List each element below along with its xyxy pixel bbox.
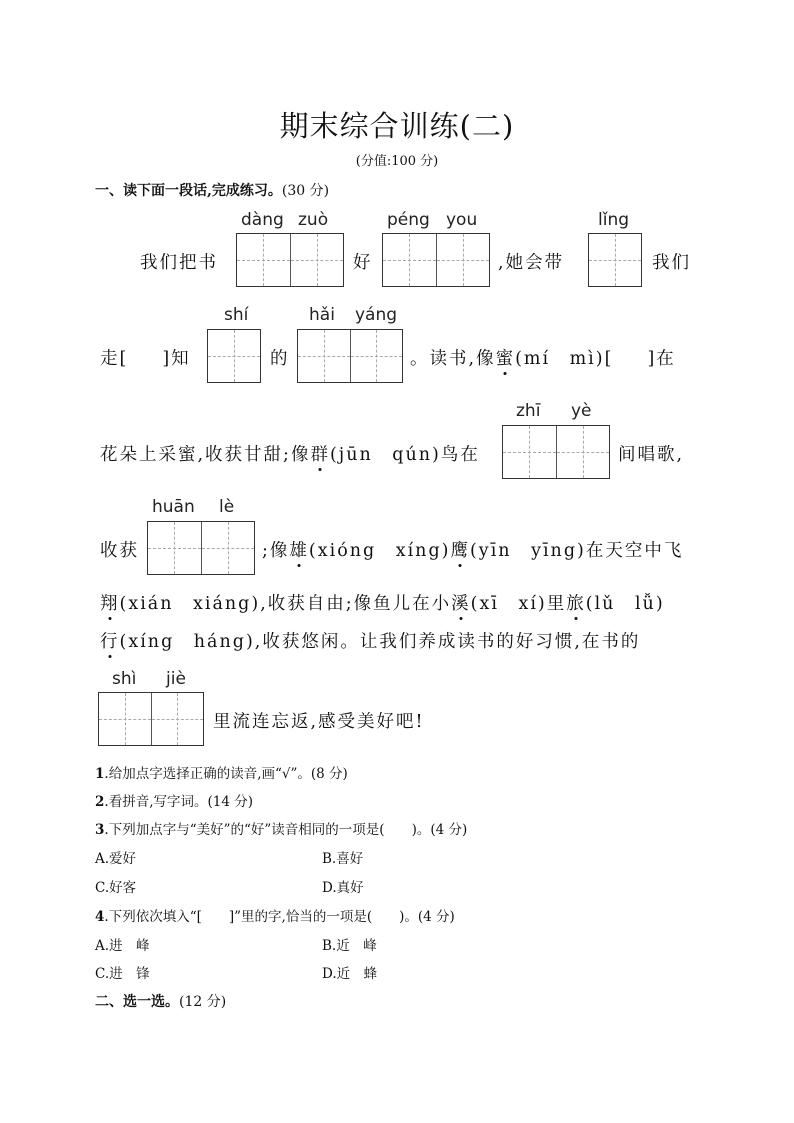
passage-text: 收获 <box>100 541 139 561</box>
q3-option-a[interactable]: A.爱好 <box>95 851 137 867</box>
writing-grid-haiyang[interactable] <box>297 329 403 383</box>
writing-grid-shijie[interactable] <box>98 692 204 746</box>
q3-option-c[interactable]: C.好客 <box>95 880 137 896</box>
pinyin-shi: shí <box>224 305 249 325</box>
passage-text: 花朵上采蜜,收获甘甜;像群(jūn qún)鸟在 <box>100 441 480 466</box>
section-2-label: 二、选一选。 <box>95 994 179 1010</box>
passage-text: 。读书,像蜜(mí mì)[ ]在 <box>410 345 676 370</box>
writing-grid-huanle[interactable] <box>147 521 255 575</box>
pinyin-you: you <box>446 210 478 230</box>
passage-text: ,她会带 <box>498 253 565 273</box>
pinyin-yang: yáng <box>355 305 398 325</box>
q3-option-b[interactable]: B.喜好 <box>322 851 364 867</box>
section-1-score: (30 分) <box>281 183 330 199</box>
writing-grid-dangzuo[interactable] <box>236 233 344 287</box>
question-4: 4.下列依次填入“[ ]”里的字,恰当的一项是( )。(4 分) <box>95 909 455 925</box>
passage-text: 我们把书 <box>140 253 218 273</box>
pinyin-hai: hǎi <box>309 305 335 325</box>
question-3: 3.下列加点字与“美好”的“好”读音相同的一项是( )。(4 分) <box>95 822 468 838</box>
pinyin-shi4: shì <box>112 669 137 689</box>
pinyin-le: lè <box>219 497 235 517</box>
passage-text: 的 <box>270 349 290 369</box>
passage-text: 翔(xián xiáng),收获自由;像鱼儿在小溪(xī xí)里旅(lǔ lǚ) <box>100 590 665 615</box>
section-2-heading <box>95 991 226 1011</box>
page-subtitle: (分值:100 分) <box>355 154 439 169</box>
question-2: 2.看拼音,写字词。(14 分) <box>95 794 253 810</box>
pinyin-zhi: zhī <box>516 401 541 421</box>
passage-text: 间唱歌, <box>618 445 685 465</box>
passage-text: 走[ ]知 <box>100 349 191 369</box>
q4-option-a[interactable]: A.进 峰 <box>95 938 150 954</box>
passage-text: 行(xíng háng),收获悠闲。让我们养成读书的好习惯,在书的 <box>100 628 640 653</box>
passage-text: 我们 <box>652 253 691 273</box>
q4-option-d[interactable]: D.近 蜂 <box>322 966 378 982</box>
section-1-heading <box>95 180 329 200</box>
writing-grid-ling[interactable] <box>588 233 642 287</box>
pinyin-zuo: zuò <box>298 210 329 230</box>
writing-grid-shi[interactable] <box>207 329 261 383</box>
pinyin-huan: huān <box>152 497 195 517</box>
q3-option-d[interactable]: D.真好 <box>322 880 364 896</box>
passage-text: 好 <box>353 253 373 273</box>
writing-grid-pengyou[interactable] <box>382 233 490 287</box>
q4-option-b[interactable]: B.近 峰 <box>322 938 377 954</box>
pinyin-ling: lǐng <box>598 210 630 230</box>
passage-text: 里流连忘返,感受美好吧! <box>213 712 425 732</box>
pinyin-dang: dàng <box>241 210 284 230</box>
writing-grid-zhiye[interactable] <box>502 425 610 479</box>
page-title: 期末综合训练(二) <box>279 109 515 143</box>
question-1: 1.给加点字选择正确的读音,画“√”。(8 分) <box>95 766 348 782</box>
section-2-score: (12 分) <box>179 994 227 1010</box>
pinyin-ye: yè <box>571 401 592 421</box>
section-1-label: 一、读下面一段话,完成练习。 <box>95 183 282 199</box>
pinyin-jie: jiè <box>166 669 186 689</box>
q4-option-c[interactable]: C.进 锋 <box>95 966 150 982</box>
pinyin-peng: péng <box>387 210 430 230</box>
passage-text: ;像雄(xióng xíng)鹰(yīn yīng)在天空中飞 <box>262 537 683 562</box>
